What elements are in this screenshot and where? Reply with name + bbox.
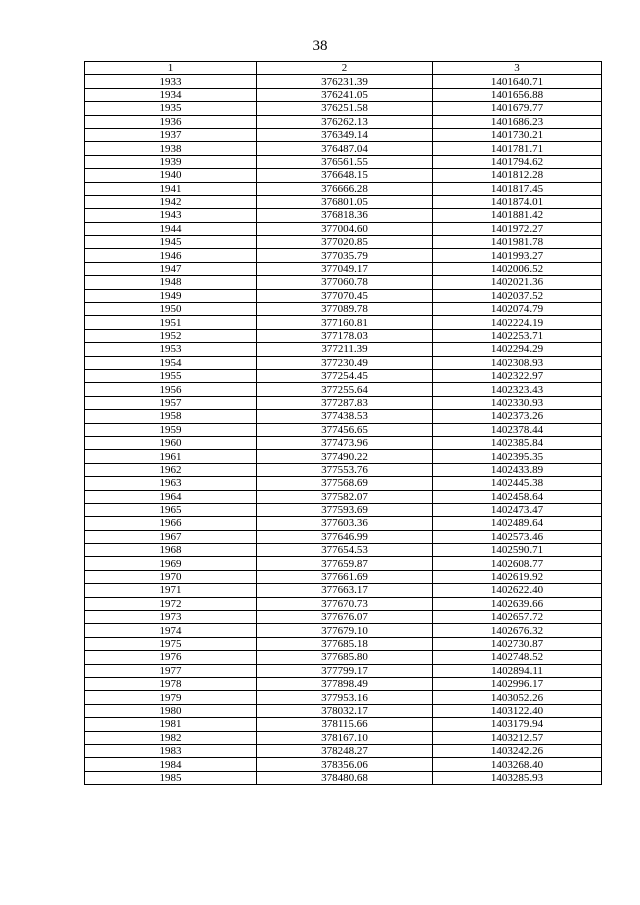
cell-y-coordinate: 1402330.93 [433,396,602,409]
cell-point-number: 1935 [85,102,257,115]
cell-point-number: 1961 [85,450,257,463]
table-row [85,262,602,275]
table-row [85,249,602,262]
cell-point-number: 1955 [85,369,257,382]
page-number: 38 [312,38,328,54]
cell-point-number: 1971 [85,584,257,597]
cell-x-coordinate: 377679.10 [257,624,433,637]
column-header-x: 2 [257,62,433,75]
table-row [85,169,602,182]
cell-y-coordinate: 1403268.40 [433,758,602,771]
cell-point-number: 1952 [85,329,257,342]
cell-x-coordinate: 376801.05 [257,195,433,208]
table-row [85,142,602,155]
cell-y-coordinate: 1401972.27 [433,222,602,235]
cell-y-coordinate: 1402322.97 [433,369,602,382]
cell-x-coordinate: 377230.49 [257,356,433,369]
cell-point-number: 1953 [85,343,257,356]
cell-y-coordinate: 1402473.47 [433,503,602,516]
cell-point-number: 1974 [85,624,257,637]
table-row [85,758,602,771]
table-row [85,624,602,637]
cell-x-coordinate: 378032.17 [257,704,433,717]
cell-point-number: 1960 [85,436,257,449]
cell-y-coordinate: 1401981.78 [433,236,602,249]
cell-y-coordinate: 1402676.32 [433,624,602,637]
cell-point-number: 1981 [85,718,257,731]
cell-point-number: 1982 [85,731,257,744]
cell-point-number: 1980 [85,704,257,717]
cell-point-number: 1948 [85,276,257,289]
cell-point-number: 1964 [85,490,257,503]
cell-y-coordinate: 1403285.93 [433,771,602,784]
cell-point-number: 1978 [85,677,257,690]
cell-y-coordinate: 1402748.52 [433,651,602,664]
cell-x-coordinate: 376487.04 [257,142,433,155]
table-row [85,88,602,101]
cell-y-coordinate: 1403122.40 [433,704,602,717]
cell-y-coordinate: 1401812.28 [433,169,602,182]
cell-x-coordinate: 378115.66 [257,718,433,731]
table-row [85,303,602,316]
cell-x-coordinate: 377646.99 [257,530,433,543]
cell-y-coordinate: 1402385.84 [433,436,602,449]
cell-y-coordinate: 1401656.88 [433,88,602,101]
cell-y-coordinate: 1402373.26 [433,410,602,423]
cell-x-coordinate: 377661.69 [257,570,433,583]
table-row [85,731,602,744]
cell-point-number: 1967 [85,530,257,543]
table-row [85,718,602,731]
cell-x-coordinate: 378248.27 [257,744,433,757]
cell-x-coordinate: 377456.65 [257,423,433,436]
cell-point-number: 1962 [85,463,257,476]
cell-y-coordinate: 1402224.19 [433,316,602,329]
cell-y-coordinate: 1402996.17 [433,677,602,690]
cell-y-coordinate: 1403212.57 [433,731,602,744]
cell-point-number: 1933 [85,75,257,88]
table-row [85,664,602,677]
cell-point-number: 1947 [85,262,257,275]
cell-y-coordinate: 1402894.11 [433,664,602,677]
cell-point-number: 1979 [85,691,257,704]
column-header-point: 1 [85,62,257,75]
table-body [85,75,602,785]
cell-point-number: 1946 [85,249,257,262]
cell-x-coordinate: 377049.17 [257,262,433,275]
table-row [85,557,602,570]
cell-y-coordinate: 1402378.44 [433,423,602,436]
cell-x-coordinate: 377160.81 [257,316,433,329]
table-row [85,744,602,757]
cell-x-coordinate: 377178.03 [257,329,433,342]
table-row [85,597,602,610]
cell-x-coordinate: 377473.96 [257,436,433,449]
cell-point-number: 1958 [85,410,257,423]
cell-x-coordinate: 376251.58 [257,102,433,115]
cell-y-coordinate: 1402657.72 [433,611,602,624]
table-row [85,771,602,784]
table-row [85,704,602,717]
cell-y-coordinate: 1402006.52 [433,262,602,275]
cell-point-number: 1936 [85,115,257,128]
cell-x-coordinate: 376818.36 [257,209,433,222]
cell-x-coordinate: 377654.53 [257,544,433,557]
cell-x-coordinate: 377004.60 [257,222,433,235]
table-row [85,383,602,396]
cell-point-number: 1984 [85,758,257,771]
cell-y-coordinate: 1402037.52 [433,289,602,302]
cell-x-coordinate: 376241.05 [257,88,433,101]
table-row [85,423,602,436]
table-row [85,611,602,624]
cell-y-coordinate: 1401679.77 [433,102,602,115]
cell-y-coordinate: 1402021.36 [433,276,602,289]
table-row [85,651,602,664]
cell-y-coordinate: 1402619.92 [433,570,602,583]
cell-y-coordinate: 1402433.89 [433,463,602,476]
table-row [85,463,602,476]
table-row [85,369,602,382]
cell-x-coordinate: 377659.87 [257,557,433,570]
cell-point-number: 1937 [85,128,257,141]
table-row [85,236,602,249]
cell-x-coordinate: 378356.06 [257,758,433,771]
cell-x-coordinate: 378480.68 [257,771,433,784]
cell-y-coordinate: 1403052.26 [433,691,602,704]
table-row [85,410,602,423]
table-row [85,222,602,235]
cell-point-number: 1969 [85,557,257,570]
cell-y-coordinate: 1403242.26 [433,744,602,757]
table-row [85,503,602,516]
cell-point-number: 1949 [85,289,257,302]
table-row [85,530,602,543]
cell-y-coordinate: 1402308.93 [433,356,602,369]
cell-x-coordinate: 377582.07 [257,490,433,503]
cell-y-coordinate: 1401730.21 [433,128,602,141]
cell-y-coordinate: 1401794.62 [433,155,602,168]
cell-point-number: 1963 [85,477,257,490]
cell-x-coordinate: 377490.22 [257,450,433,463]
cell-y-coordinate: 1401817.45 [433,182,602,195]
cell-x-coordinate: 377553.76 [257,463,433,476]
table-header [85,62,602,75]
table-row [85,570,602,583]
table-row [85,677,602,690]
cell-x-coordinate: 376262.13 [257,115,433,128]
cell-x-coordinate: 377953.16 [257,691,433,704]
table-row [85,477,602,490]
cell-x-coordinate: 377255.64 [257,383,433,396]
cell-point-number: 1941 [85,182,257,195]
cell-y-coordinate: 1402639.66 [433,597,602,610]
cell-point-number: 1970 [85,570,257,583]
cell-x-coordinate: 377287.83 [257,396,433,409]
table-row [85,544,602,557]
cell-point-number: 1959 [85,423,257,436]
cell-x-coordinate: 377070.45 [257,289,433,302]
table-row [85,102,602,115]
cell-y-coordinate: 1402294.29 [433,343,602,356]
cell-y-coordinate: 1401874.01 [433,195,602,208]
cell-x-coordinate: 376231.39 [257,75,433,88]
cell-point-number: 1983 [85,744,257,757]
cell-y-coordinate: 1402489.64 [433,517,602,530]
table-row [85,517,602,530]
cell-y-coordinate: 1402573.46 [433,530,602,543]
cell-point-number: 1956 [85,383,257,396]
table-row [85,584,602,597]
cell-point-number: 1985 [85,771,257,784]
cell-point-number: 1950 [85,303,257,316]
table-row [85,128,602,141]
cell-point-number: 1939 [85,155,257,168]
cell-point-number: 1934 [85,88,257,101]
cell-point-number: 1972 [85,597,257,610]
cell-x-coordinate: 378167.10 [257,731,433,744]
cell-x-coordinate: 377593.69 [257,503,433,516]
cell-y-coordinate: 1402730.87 [433,637,602,650]
cell-point-number: 1944 [85,222,257,235]
cell-y-coordinate: 1402590.71 [433,544,602,557]
cell-y-coordinate: 1403179.94 [433,718,602,731]
table-row [85,276,602,289]
cell-point-number: 1975 [85,637,257,650]
cell-x-coordinate: 377670.73 [257,597,433,610]
cell-point-number: 1942 [85,195,257,208]
cell-x-coordinate: 377035.79 [257,249,433,262]
table-row [85,450,602,463]
cell-x-coordinate: 377685.18 [257,637,433,650]
cell-y-coordinate: 1402458.64 [433,490,602,503]
coordinates-table [84,61,602,785]
cell-y-coordinate: 1401640.71 [433,75,602,88]
cell-x-coordinate: 376561.55 [257,155,433,168]
cell-point-number: 1968 [85,544,257,557]
cell-x-coordinate: 377799.17 [257,664,433,677]
cell-x-coordinate: 377676.07 [257,611,433,624]
table-row [85,155,602,168]
table-row [85,289,602,302]
cell-y-coordinate: 1401686.23 [433,115,602,128]
cell-y-coordinate: 1401993.27 [433,249,602,262]
cell-y-coordinate: 1402253.71 [433,329,602,342]
cell-x-coordinate: 377060.78 [257,276,433,289]
cell-x-coordinate: 376648.15 [257,169,433,182]
cell-point-number: 1943 [85,209,257,222]
table-row [85,115,602,128]
cell-point-number: 1957 [85,396,257,409]
header-row [85,62,602,75]
cell-y-coordinate: 1401781.71 [433,142,602,155]
table-row [85,329,602,342]
cell-x-coordinate: 376666.28 [257,182,433,195]
column-header-y: 3 [433,62,602,75]
cell-x-coordinate: 377020.85 [257,236,433,249]
cell-y-coordinate: 1402445.38 [433,477,602,490]
cell-x-coordinate: 377663.17 [257,584,433,597]
table-row [85,316,602,329]
cell-x-coordinate: 377089.78 [257,303,433,316]
cell-point-number: 1940 [85,169,257,182]
cell-x-coordinate: 377211.39 [257,343,433,356]
table-row [85,209,602,222]
cell-point-number: 1976 [85,651,257,664]
table-row [85,75,602,88]
cell-x-coordinate: 377603.36 [257,517,433,530]
cell-y-coordinate: 1401881.42 [433,209,602,222]
cell-point-number: 1954 [85,356,257,369]
cell-x-coordinate: 377898.49 [257,677,433,690]
table-row [85,356,602,369]
cell-point-number: 1973 [85,611,257,624]
cell-y-coordinate: 1402074.79 [433,303,602,316]
cell-x-coordinate: 377254.45 [257,369,433,382]
table-row [85,436,602,449]
cell-y-coordinate: 1402608.77 [433,557,602,570]
cell-point-number: 1977 [85,664,257,677]
cell-x-coordinate: 377685.80 [257,651,433,664]
cell-point-number: 1965 [85,503,257,516]
cell-y-coordinate: 1402323.43 [433,383,602,396]
cell-y-coordinate: 1402622.40 [433,584,602,597]
table-row [85,182,602,195]
table-row [85,691,602,704]
cell-y-coordinate: 1402395.35 [433,450,602,463]
table-row [85,195,602,208]
table-row [85,396,602,409]
cell-point-number: 1966 [85,517,257,530]
cell-x-coordinate: 377568.69 [257,477,433,490]
cell-point-number: 1951 [85,316,257,329]
cell-x-coordinate: 376349.14 [257,128,433,141]
table-row [85,490,602,503]
cell-point-number: 1938 [85,142,257,155]
cell-x-coordinate: 377438.53 [257,410,433,423]
table-row [85,343,602,356]
table-row [85,637,602,650]
cell-point-number: 1945 [85,236,257,249]
